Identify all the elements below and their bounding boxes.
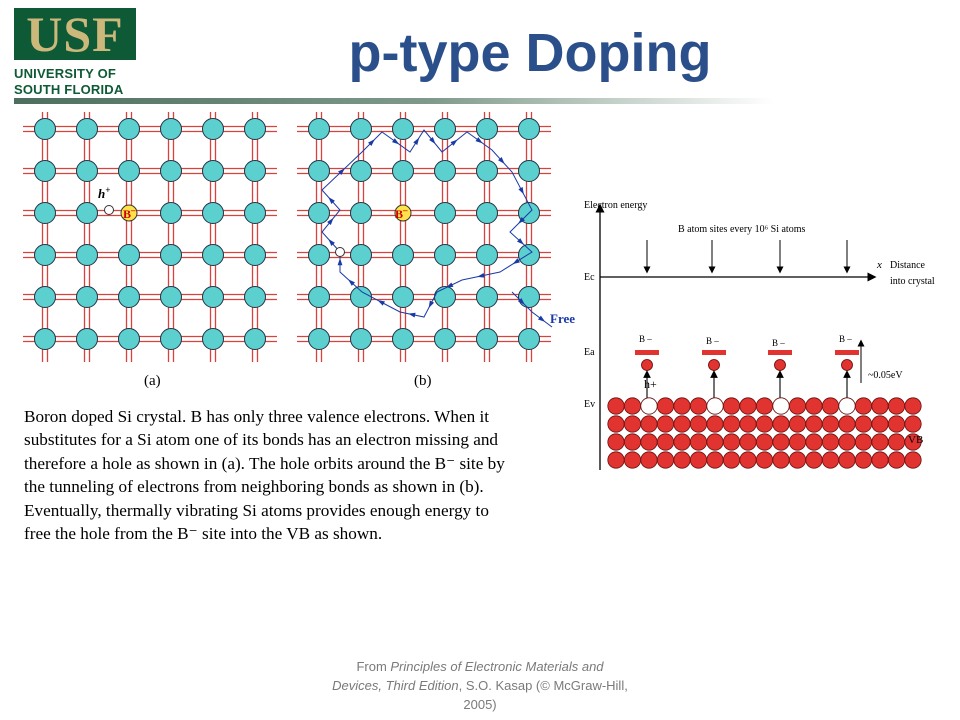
si-atom — [309, 161, 330, 182]
hole-label-a: h+ — [98, 185, 111, 201]
vb-electron — [806, 398, 822, 414]
si-atom — [309, 119, 330, 140]
vb-hole — [641, 398, 657, 414]
si-atom — [393, 287, 414, 308]
vb-electron — [789, 398, 805, 414]
si-atom — [35, 245, 56, 266]
si-atom — [309, 329, 330, 350]
vb-electron — [773, 434, 789, 450]
distance-label-2: into crystal — [890, 276, 935, 287]
boron-label-b: B– — [395, 205, 408, 221]
vb-electron — [806, 434, 822, 450]
si-atom — [477, 119, 498, 140]
vb-electron — [624, 434, 640, 450]
path-arrowhead — [377, 300, 384, 305]
si-atom — [477, 245, 498, 266]
vb-electron — [608, 434, 624, 450]
logo-mark: USF — [14, 8, 136, 60]
vb-electron — [723, 452, 739, 468]
si-atom — [35, 203, 56, 224]
si-atom — [245, 287, 266, 308]
vb-electron — [657, 398, 673, 414]
vb-electron — [723, 398, 739, 414]
vb-electron — [839, 452, 855, 468]
si-atom — [35, 119, 56, 140]
si-atom — [435, 287, 456, 308]
x-axis-label: x — [877, 259, 882, 271]
vb-electron — [773, 416, 789, 432]
si-atom — [161, 245, 182, 266]
vb-electron — [690, 452, 706, 468]
si-atom — [245, 245, 266, 266]
acceptor-label: B – — [706, 336, 719, 346]
si-atom — [309, 245, 330, 266]
si-atom — [119, 161, 140, 182]
vb-electron — [872, 452, 888, 468]
ea-label: Ea — [584, 347, 595, 358]
vb-electron — [872, 434, 888, 450]
usf-logo — [14, 8, 142, 100]
si-atom — [203, 119, 224, 140]
si-atom — [309, 203, 330, 224]
logo-line-2: SOUTH FLORIDA — [14, 82, 124, 97]
lattice-b — [297, 112, 551, 362]
label-b: (b) — [414, 373, 432, 389]
vb-electron — [707, 452, 723, 468]
vb-electron — [905, 452, 921, 468]
si-atom — [161, 329, 182, 350]
si-atom — [203, 245, 224, 266]
acceptor-electron — [709, 360, 720, 371]
vb-electron — [855, 434, 871, 450]
hole-label-vb: h+ — [644, 377, 657, 391]
vb-electron — [872, 398, 888, 414]
acceptor-label: B – — [839, 334, 852, 344]
path-arrowhead — [392, 138, 399, 144]
si-atom — [435, 119, 456, 140]
vb-electron — [822, 416, 838, 432]
si-atom — [351, 329, 372, 350]
caption-suffix: , S.O. Kasap (© McGraw-Hill, 2005) — [458, 678, 628, 712]
vb-electron — [657, 416, 673, 432]
boron-label-a: B– — [123, 205, 136, 221]
body-line: Eventually, thermally vibrating Si atoms provides enough energy to — [24, 500, 489, 520]
path-arrowhead — [429, 301, 434, 308]
distance-label-1: Distance — [890, 260, 925, 271]
vb-electron — [723, 434, 739, 450]
si-atom — [35, 329, 56, 350]
body-text — [24, 405, 572, 545]
vb-electron — [674, 416, 690, 432]
vb-electron — [756, 398, 772, 414]
hole-b — [336, 248, 345, 257]
vb-electron — [624, 398, 640, 414]
energy-band-diagram — [572, 188, 950, 478]
vb-electron — [756, 434, 772, 450]
vb-electron — [674, 452, 690, 468]
sites-label: B atom sites every 10⁶ Si atoms — [678, 224, 806, 235]
si-atom — [77, 203, 98, 224]
si-atom — [35, 287, 56, 308]
vb-electron — [740, 452, 756, 468]
vb-electron — [657, 452, 673, 468]
vb-electron — [822, 434, 838, 450]
caption-book: Principles of Electronic Materials and Devices, Third Edition — [332, 659, 604, 693]
vb-electron — [608, 452, 624, 468]
acceptor-label: B – — [639, 334, 652, 344]
si-atom — [351, 119, 372, 140]
si-atom — [351, 203, 372, 224]
vb-electron — [641, 434, 657, 450]
body-line: free the hole from the B⁻ site into the VB as shown. — [24, 524, 383, 544]
vb-electron — [905, 398, 921, 414]
si-atom — [77, 287, 98, 308]
vb-electron — [806, 452, 822, 468]
body-line: Boron doped Si crystal. B has only three valence electrons. When it — [24, 407, 490, 426]
vb-electron — [657, 434, 673, 450]
valence-band-electrons — [608, 398, 924, 468]
vb-electron — [641, 452, 657, 468]
gap-label: ~0.05eV — [868, 370, 903, 381]
vb-electron — [888, 416, 904, 432]
si-atom — [203, 203, 224, 224]
vb-electron — [888, 452, 904, 468]
si-atom — [519, 329, 540, 350]
body-line: therefore a hole as shown in (a). The hole orbits around the B⁻ site by — [24, 453, 505, 473]
si-atom — [519, 119, 540, 140]
vb-electron — [608, 416, 624, 432]
vb-electron — [674, 434, 690, 450]
vb-electron — [756, 452, 772, 468]
vb-electron — [723, 416, 739, 432]
acceptor-electron — [775, 360, 786, 371]
acceptor-level — [768, 350, 792, 355]
vb-electron — [888, 434, 904, 450]
acceptor-levels — [635, 334, 859, 398]
si-atom — [519, 245, 540, 266]
site-arrows — [647, 240, 847, 270]
si-atom — [393, 245, 414, 266]
vb-electron — [690, 398, 706, 414]
path-arrowhead — [338, 258, 343, 265]
label-a: (a) — [144, 373, 161, 389]
vb-electron — [872, 416, 888, 432]
vb-electron — [822, 452, 838, 468]
acceptor-level — [635, 350, 659, 355]
si-atom — [119, 119, 140, 140]
ev-label: Ev — [584, 399, 596, 410]
si-atom — [435, 203, 456, 224]
vb-electron — [855, 398, 871, 414]
si-atom — [477, 329, 498, 350]
hole-a — [105, 206, 114, 215]
si-atom — [477, 161, 498, 182]
vb-electron — [707, 434, 723, 450]
si-atom — [77, 329, 98, 350]
vb-electron — [756, 416, 772, 432]
vb-electron — [641, 416, 657, 432]
si-atom — [161, 119, 182, 140]
vb-electron — [839, 434, 855, 450]
acceptor-electron — [842, 360, 853, 371]
si-atom — [77, 245, 98, 266]
vb-electron — [690, 416, 706, 432]
vb-electron — [855, 416, 871, 432]
si-atom — [351, 161, 372, 182]
vb-electron — [773, 452, 789, 468]
si-atom — [203, 329, 224, 350]
acceptor-level — [702, 350, 726, 355]
vb-electron — [674, 398, 690, 414]
caption-prefix: From — [356, 659, 391, 674]
si-atom — [393, 161, 414, 182]
si-atom — [77, 119, 98, 140]
vb-hole — [707, 398, 723, 414]
si-atom — [245, 203, 266, 224]
acceptor-electron — [642, 360, 653, 371]
si-atom — [245, 329, 266, 350]
si-atom — [119, 329, 140, 350]
si-atom — [245, 119, 266, 140]
si-atom — [35, 161, 56, 182]
free-label: Free — [550, 311, 576, 326]
path-arrowhead — [413, 138, 419, 145]
si-atom — [161, 287, 182, 308]
logo-line-1: UNIVERSITY OF — [14, 66, 117, 81]
vb-electron — [888, 398, 904, 414]
si-atom — [119, 287, 140, 308]
lattice-a — [23, 112, 277, 362]
vb-label: VB — [908, 434, 924, 446]
acceptor-level — [835, 350, 859, 355]
si-atom — [477, 203, 498, 224]
vb-electron — [806, 416, 822, 432]
si-atom — [309, 287, 330, 308]
si-atom — [435, 245, 456, 266]
si-atom — [203, 161, 224, 182]
vb-electron — [624, 452, 640, 468]
title-rule — [14, 98, 774, 104]
si-atom — [393, 329, 414, 350]
vb-electron — [855, 452, 871, 468]
vb-electron — [905, 416, 921, 432]
si-atom — [519, 161, 540, 182]
vb-electron — [839, 416, 855, 432]
vb-hole — [773, 398, 789, 414]
vb-electron — [789, 434, 805, 450]
slide-title: p-type Doping — [348, 23, 712, 83]
path-arrowhead — [518, 187, 523, 194]
vb-electron — [624, 416, 640, 432]
energy-axis-label: Electron energy — [584, 200, 648, 211]
ec-label: Ec — [584, 272, 595, 283]
vb-electron — [608, 398, 624, 414]
crystal-lattice-figure — [22, 112, 576, 402]
si-atom — [351, 245, 372, 266]
vb-electron — [789, 452, 805, 468]
vb-electron — [740, 434, 756, 450]
si-atom — [119, 245, 140, 266]
vb-electron — [789, 416, 805, 432]
vb-electron — [740, 398, 756, 414]
path-arrowhead — [538, 316, 545, 322]
si-atom — [77, 161, 98, 182]
vb-hole — [839, 398, 855, 414]
si-atom — [203, 287, 224, 308]
si-atom — [393, 119, 414, 140]
body-line: the tunneling of electrons from neighboring bonds as shown in (b). — [24, 477, 484, 497]
si-atom — [161, 161, 182, 182]
si-atom — [435, 161, 456, 182]
si-atom — [519, 287, 540, 308]
si-atom — [477, 287, 498, 308]
source-caption — [330, 657, 630, 714]
si-atom — [351, 287, 372, 308]
vb-electron — [822, 398, 838, 414]
body-line: substitutes for a Si atom one of its bonds has an electron missing and — [24, 430, 499, 450]
acceptor-label: B – — [772, 338, 785, 348]
si-atom — [161, 203, 182, 224]
si-atom — [245, 161, 266, 182]
vb-electron — [707, 416, 723, 432]
vb-electron — [740, 416, 756, 432]
vb-electron — [690, 434, 706, 450]
si-atom — [435, 329, 456, 350]
